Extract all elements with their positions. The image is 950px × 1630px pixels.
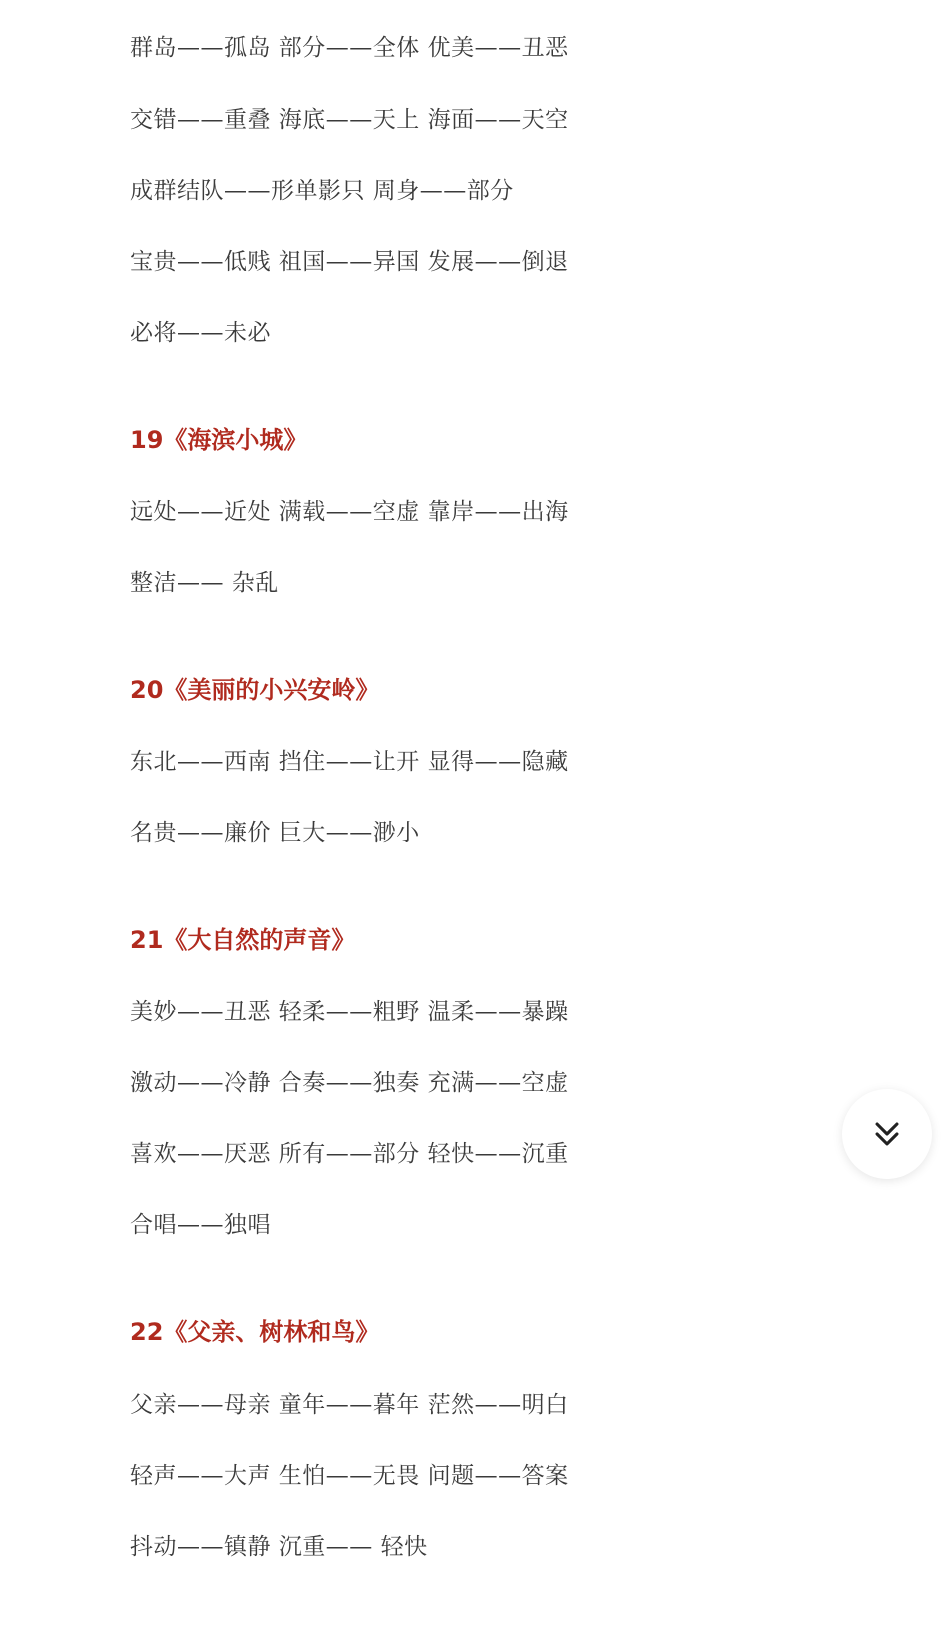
- antonym-line: 群岛——孤岛 部分——全体 优美——丑恶: [130, 35, 569, 61]
- antonym-line: 必将——未必: [130, 320, 271, 346]
- antonym-line: 整洁—— 杂乱: [130, 570, 279, 596]
- antonym-line: 交错——重叠 海底——天上 海面——天空: [130, 107, 569, 133]
- antonym-line: 东北——西南 挡住——让开 显得——隐藏: [130, 749, 569, 775]
- antonym-line: 抖动——镇静 沉重—— 轻快: [130, 1534, 428, 1560]
- antonym-line: 父亲——母亲 童年——暮年 茫然——明白: [130, 1392, 569, 1418]
- section-heading-22: 22《父亲、树林和鸟》: [130, 1318, 380, 1346]
- double-chevron-down-icon: [870, 1117, 904, 1151]
- antonym-line: 远处——近处 满载——空虚 靠岸——出海: [130, 499, 569, 525]
- antonym-line: 激动——冷静 合奏——独奏 充满——空虚: [130, 1070, 569, 1096]
- section-heading-20: 20《美丽的小兴安岭》: [130, 676, 380, 704]
- section-heading-19: 19《海滨小城》: [130, 426, 308, 454]
- antonym-line: 宝贵——低贱 祖国——异国 发展——倒退: [130, 249, 569, 275]
- antonym-line: 成群结队——形单影只 周身——部分: [130, 178, 514, 204]
- antonym-line: 轻声——大声 生怕——无畏 问题——答案: [130, 1463, 569, 1489]
- section-heading-21: 21《大自然的声音》: [130, 926, 356, 954]
- antonym-line: 合唱——独唱: [130, 1212, 271, 1238]
- antonym-line: 喜欢——厌恶 所有——部分 轻快——沉重: [130, 1141, 569, 1167]
- scroll-down-button[interactable]: [842, 1089, 932, 1179]
- antonym-line: 名贵——廉价 巨大——渺小: [130, 820, 420, 846]
- antonym-line: 美妙——丑恶 轻柔——粗野 温柔——暴躁: [130, 999, 569, 1025]
